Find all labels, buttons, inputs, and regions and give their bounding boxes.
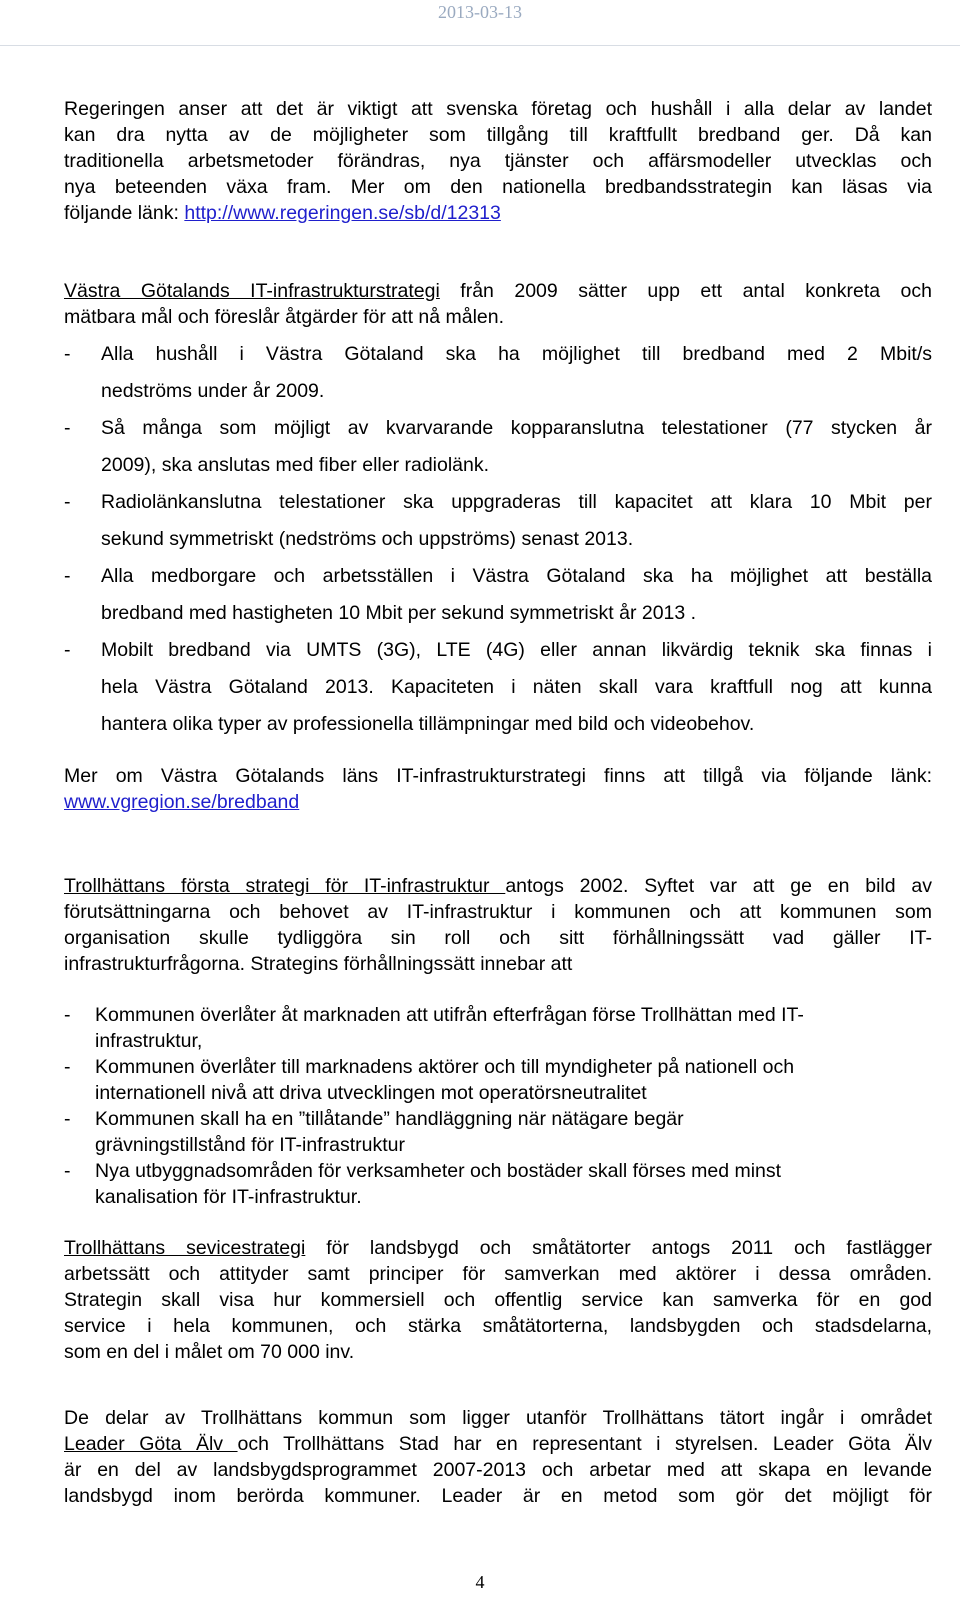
list-item [64,558,932,632]
paragraph-vg-strategy [64,278,932,330]
list-dash: - [64,565,71,587]
text-line: infrastruktur, [95,1030,203,1052]
list-dash: - [64,343,71,365]
vgregion-link[interactable]: www.vgregion.se/bredband [64,791,300,813]
text-line: bredband med hastigheten 10 Mbit per sekund symmetriskt år 2013 . [101,602,697,624]
text-line: internationell nivå att driva utvecklingen mot operatörsneutralitet [95,1082,647,1104]
paragraph-national-strategy [64,96,932,226]
text-line: infrastrukturfrågorna. Strategins förhållningssätt innebar att [64,953,573,975]
list-item [64,1002,932,1054]
link-lead-text: följande länk: [64,202,185,224]
text-line: kan dra nytta av de möjligheter som tillgång till kraftfullt bredband ger. Då kan [64,124,932,146]
text-line: Mobilt bredband via UMTS (3G), LTE (4G) eller annan likvärdig teknik ska finnas i [101,639,932,661]
paragraph-vg-link [64,763,932,815]
vg-goals-list [64,336,932,743]
list-item [64,336,932,410]
list-dash: - [64,491,71,513]
text-fragment: och Trollhättans Stad har en representant i styrelsen. Leader Göta Älv [237,1433,932,1455]
text-line [64,789,932,815]
text-line: Kommunen överlåter till marknadens aktörer och till myndigheter på nationell och [95,1056,795,1078]
text-line: Kommunen skall ha en ”tillåtande” handläggning när nätägare begär [95,1108,684,1130]
list-item [64,1054,932,1106]
header-divider [0,45,960,46]
list-dash: - [64,417,71,439]
text-line: nya beteenden växa fram. Mer om den nationella bredbandsstrategin kan läsas via [64,176,932,198]
list-dash: - [64,1160,71,1182]
principles-list [64,1002,932,1210]
list-item [64,1158,932,1210]
text-line [64,1431,932,1457]
text-line [64,1235,932,1261]
paragraph-service-strategy [64,1235,932,1365]
text-line: mätbara mål och föreslår åtgärder för att nå målen. [64,306,505,328]
text-fragment: antogs 2002. Syftet var att ge en bild av [505,875,932,897]
text-line: sekund symmetriskt (nedströms och uppströms) senast 2013. [101,528,634,550]
list-item [64,410,932,484]
regeringen-link[interactable]: http://www.regeringen.se/sb/d/12313 [184,202,501,224]
text-line [64,278,932,304]
text-line: hantera olika typer av professionella tillämpningar med bild och videobehov. [101,713,755,735]
text-line [64,200,932,226]
text-line: är en del av landsbygdsprogrammet 2007-2013 och arbetar med att skapa en levande [64,1459,932,1481]
service-strategy-link[interactable]: Trollhättans sevicestrategi [64,1237,306,1259]
text-line: Alla medborgare och arbetsställen i Västra Götaland ska ha möjlighet att beställa [101,565,932,587]
list-dash: - [64,1004,71,1026]
paragraph-trollhattan-strategy [64,873,932,977]
text-line: förutsättningarna och behovet av IT-infrastruktur i kommunen och att kommunen som [64,901,932,923]
paragraph-leader [64,1405,932,1509]
list-item [64,484,932,558]
text-line: De delar av Trollhättans kommun som ligger utanför Trollhättans tätort ingår i området [64,1407,932,1429]
header-date: 2013-03-13 [438,2,522,22]
text-line: grävningstillstånd för IT-infrastruktur [95,1134,405,1156]
text-line [64,873,932,899]
trollhattan-strategy-link[interactable]: Trollhättans första strategi för IT-infrastruktur [64,875,506,897]
text-line: arbetssätt och attityder samt principer för samverkan med aktörer i dessa områden. [64,1263,932,1285]
text-line: Mer om Västra Götalands läns IT-infrastrukturstrategi finns att tillgå via följande länk: [64,765,932,787]
text-line: kanalisation för IT-infrastruktur. [95,1186,362,1208]
text-line: hela Västra Götaland 2013. Kapaciteten i näten skall vara kraftfull nog att kunna [101,676,932,698]
list-item [64,632,932,743]
text-line: traditionella arbetsmetoder förändras, nya tjänster och affärsmodeller utvecklas och [64,150,932,172]
text-line: Alla hushåll i Västra Götaland ska ha möjlighet till bredband med 2 Mbit/s [101,343,932,365]
text-line: service i hela kommunen, och stärka småtätorterna, landsbygden och stadsdelarna, [64,1315,932,1337]
text-line: Så många som möjligt av kvarvarande kopparanslutna telestationer (77 stycken år [101,417,932,439]
list-item [64,1106,932,1158]
list-dash: - [64,639,71,661]
list-dash: - [64,1108,71,1130]
text-line: Radiolänkanslutna telestationer ska uppgraderas till kapacitet att klara 10 Mbit per [101,491,932,513]
text-line: Regeringen anser att det är viktigt att svenska företag och hushåll i alla delar av landet [64,98,932,120]
list-dash: - [64,1056,71,1078]
text-line: Kommunen överlåter åt marknaden att utifrån efterfrågan förse Trollhättan med IT- [95,1004,804,1026]
text-line: Nya utbyggnadsområden för verksamheter och bostäder skall förses med minst [95,1160,782,1182]
text-line: nedströms under år 2009. [101,380,325,402]
text-line: Strategin skall visa hur kommersiell och offentlig service kan samverka för en god [64,1289,932,1311]
text-fragment: från 2009 sätter upp ett antal konkreta och [439,280,933,302]
text-fragment: för landsbygd och småtätorter antogs 2011 och fastlägger [305,1237,932,1259]
text-line: landsbygd inom berörda kommuner. Leader är en metod som gör det möjligt för [64,1485,932,1507]
text-line: organisation skulle tydliggöra sin roll och sitt förhållningssätt vad gäller IT- [64,927,932,949]
text-line: 2009), ska anslutas med fiber eller radiolänk. [101,454,490,476]
page-number: 4 [475,1572,485,1592]
vg-strategy-link[interactable]: Västra Götalands IT-infrastrukturstrategi [64,280,440,302]
leader-gota-alv-link[interactable]: Leader Göta Älv [64,1433,238,1455]
text-line: som en del i målet om 70 000 inv. [64,1341,355,1363]
